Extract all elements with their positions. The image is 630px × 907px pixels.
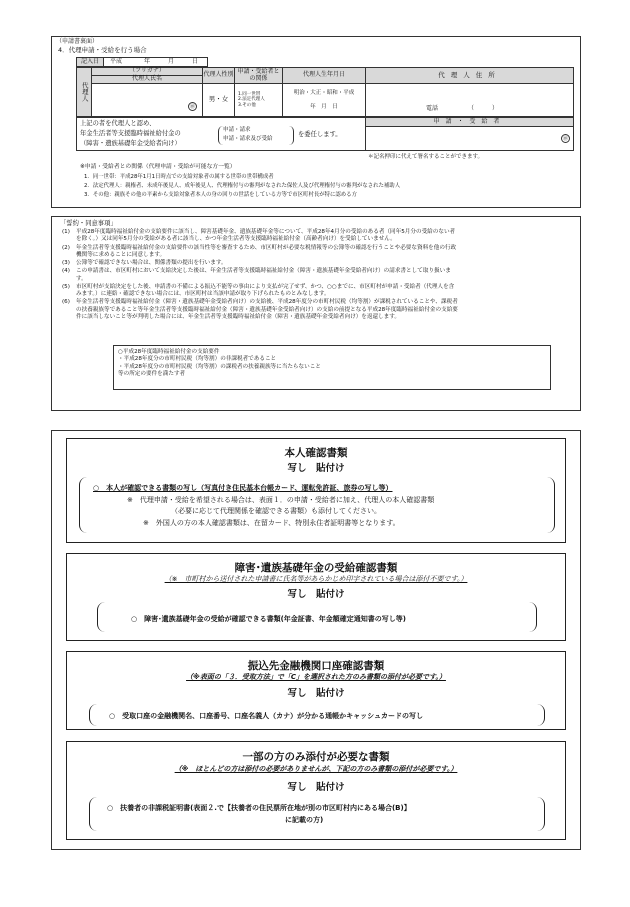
identity-docs-line-2: ※ 代理申請・受給を希望される場合は、表面１．の申請・受給者に加え、代理人の本人確認書類 [127, 496, 435, 504]
relation-option-1: 1.同一世帯 [238, 92, 261, 98]
agent-seal-mark: ㊞ [189, 104, 195, 110]
pledge-item-3: (3) 公簿等で確認できない場合は、関係書類の提出を行います。 [62, 260, 227, 267]
pension-docs-title: 障害･遺族基礎年金の受給確認書類 [234, 562, 398, 574]
pension-docs-sub: 写し 貼付け [287, 589, 345, 600]
bank-docs-sub: 写し 貼付け [287, 688, 345, 699]
requirements-box [113, 345, 551, 390]
delegate-option-2[interactable]: 申請・請求及び受給 [223, 136, 273, 142]
pledge-item-5: (5) 市区町村が支給決定をした後、申請書の不備による振込不能等の事由により支払が完了せず、かつ、○○までに、市区町村が申請・受給者（代理人を含 みます。）に連絡・確認できない場合には、市区町村は当該申請が取り下げられたものとみなします。 [62, 283, 455, 298]
relation-option-3: 3.その他 [238, 102, 256, 108]
delegate-line-3: （障害・遺族基礎年金受給者向け） [80, 140, 181, 147]
optional-docs-sub: 写し 貼付け [287, 782, 345, 793]
relation-field[interactable] [234, 83, 283, 117]
furigana-header: （フリガナ） [91, 67, 203, 76]
pledge-items [62, 229, 574, 322]
entry-date-field[interactable] [103, 57, 208, 67]
pension-docs-box[interactable] [66, 553, 566, 641]
phone-label: 電話 [426, 105, 439, 113]
delegate-line-2: 年金生活者等支援臨時福祉給付金の [80, 130, 181, 137]
identity-docs-line-4: ※ 外国人の方の本人確認書類は、在留カード、特別永住者証明書等となります。 [143, 519, 400, 527]
relation-header: 申請・受給者との関係 [234, 67, 283, 84]
delegate-end: を委任します。 [298, 131, 342, 138]
requirement-line-2: ・平成28年度分の市町村民税（均等割）の非課税者であること [118, 356, 277, 363]
identity-docs-sub: 写し 貼付け [287, 463, 345, 474]
pension-docs-line-1: ○ 障害･遺族基礎年金の受給が確認できる書類(年金証書、年金額確定通知書の写し等) [131, 615, 407, 623]
pension-docs-note: （※ 市町村から送付された申請書に氏名等があらかじめ印字されている場合は添付不要です。） [164, 575, 468, 583]
bank-docs-line-1: ○ 受取口座の金融機関名、口座番号、口座名義人（カナ）が分かる通帳かキャッシュカードの写し [109, 712, 423, 720]
requirement-line-1: ○平成28年度臨時福祉給付金の支給要件 [118, 349, 220, 355]
identity-docs-box[interactable] [66, 438, 566, 543]
address-header: 代理人住所 [365, 67, 574, 84]
bank-docs-box[interactable] [66, 651, 566, 730]
pledge-title: 「誓約・同意事項」 [60, 220, 117, 227]
relation-option-2: 2.法定代理人 [238, 97, 265, 103]
gender-header: 代理人性別 [202, 67, 235, 84]
applicant-sign-field[interactable] [365, 126, 574, 151]
requirement-line-4: 等の所定の要件を満たす者 [118, 370, 186, 377]
birth-units: 年 月 日 [310, 104, 338, 110]
agent-side-label: 代理人 [76, 67, 92, 117]
optional-docs-title: 一部の方のみ添付が必要な書類 [242, 751, 390, 763]
pledge-item-6: (6) 年金生活者等支援臨時福祉給付金（障害・遺族基礎年金受給者向け）の支給後、平成28年度分の市町村民税（均等割）が課税されていることや、課税者 の扶養親族等であること等年金生活者等支援臨時福祉給付金（障害・遺族基礎年金受給者向け）の支給の前提となる平成28年度臨時福祉給付金の支給要 件に該当しないこと等が判明した場合には、年金生活者等支援臨時福祉給付金（障害・遺族基礎年金受給者向け）を返還します。 [62, 299, 458, 320]
bank-docs-title: 振込先金融機関口座確認書類 [247, 660, 385, 672]
relation-note-1: 1．同一世帯：平成28年1月1日時点での支給対象者の属する世帯の世帯構成者 [84, 174, 274, 180]
pledge-item-1: (1) 平成28年度臨時福祉給付金の支給要件に該当し、障害基礎年金、遺族基礎年金等について、平成28年4月分の受給のある者（同年5月分の受給のない者 を除く。）又は同年5月分の受給がある者に該当し、かつ年金生活者等支援臨時福祉給付金（高齢者向け）を受給していません。 [62, 229, 456, 243]
optional-docs-box[interactable] [66, 741, 566, 840]
sign-note: ＊記名押印に代えて署名することができます。 [368, 154, 484, 160]
name-header: 代理人氏名 [91, 75, 203, 84]
birth-field[interactable] [282, 83, 366, 117]
back-label: （申請書裏面） [56, 38, 99, 45]
entry-date-day: 日 [192, 57, 199, 65]
delegate-line-1: 上記の者を代理人と認め、 [80, 120, 156, 127]
entry-date-month: 月 [168, 57, 175, 65]
agent-name-field[interactable] [91, 83, 203, 117]
relation-note-2: 2．法定代理人：親権者、未成年後見人、成年後見人、代理権付与の審判がなされた保佐人及び代理権付与の審判がなされた補助人 [84, 183, 401, 189]
delegate-option-1[interactable]: 申請・請求 [223, 127, 251, 133]
agent-address-field[interactable] [365, 83, 574, 117]
applicant-seal-mark: ㊞ [562, 136, 568, 142]
birth-header: 代理人生年月日 [282, 67, 366, 84]
applicant-header: 申請・受給者 [365, 117, 574, 127]
relation-note-title: ※申請・受給者との関係（代理申請・受給が可能な方一覧） [80, 164, 236, 170]
requirement-line-3: ・平成28年度分の市町村民税（均等割）の課税者の扶養親族等に当たらないこと [118, 363, 321, 370]
entry-date-label: 記入日 [76, 57, 104, 67]
section-title: 4．代理申請・受給を行う場合 [58, 46, 147, 54]
birth-eras: 明治・大正・昭和・平成 [293, 89, 355, 96]
entry-date-year: 年 [144, 57, 151, 65]
bank-docs-note: （※表面の「３．受取方法」で「C」を選択された方のみ書類の添付が必要です。） [186, 673, 446, 681]
phone-parens: （ ） [468, 105, 499, 113]
gender-field[interactable]: 男・女 [202, 83, 235, 117]
pledge-item-4: (4) この申請書は、市区町村において支給決定した後は、年金生活者等支援臨時福祉給付金（障害・遺族基礎年金受給者向け）の請求書として取り扱いま す。 [62, 268, 451, 282]
relation-note-3: 3．その他：親族その他の平素から支給対象者本人の身の回りの世話をしている方等で市区町村長が特に認める方 [84, 192, 357, 198]
optional-docs-line-2: に記載の方) [285, 816, 324, 824]
entry-date-era: 平成 [110, 57, 123, 65]
pledge-item-2: (2) 年金生活者等支援臨時福祉給付金の支給要件の該当性等を審査するため、市区町村が必要な税情報等の公簿等の確認を行うことや必要な資料を他の行政 機関等に求めることに同意します。 [62, 244, 457, 258]
optional-docs-note: （※ ほとんどの方は添付の必要がありませんが、下記の方のみ書類の添付が必要です。） [174, 765, 458, 773]
identity-docs-line-3: （必要に応じて代理関係を確認できる書類）も添付してください。 [171, 507, 381, 515]
identity-docs-title: 本人確認書類 [284, 447, 348, 459]
identity-docs-line-1: ○ 本人が確認できる書類の写し（写真付き住民基本台帳カード、運転免許証、旅券の写し等） [93, 484, 393, 492]
optional-docs-line-1: ○ 扶養者の非課税証明書(表面２.で【扶養者の住民票所在地が別の市区町村内にある場合(B)】 [107, 804, 411, 812]
